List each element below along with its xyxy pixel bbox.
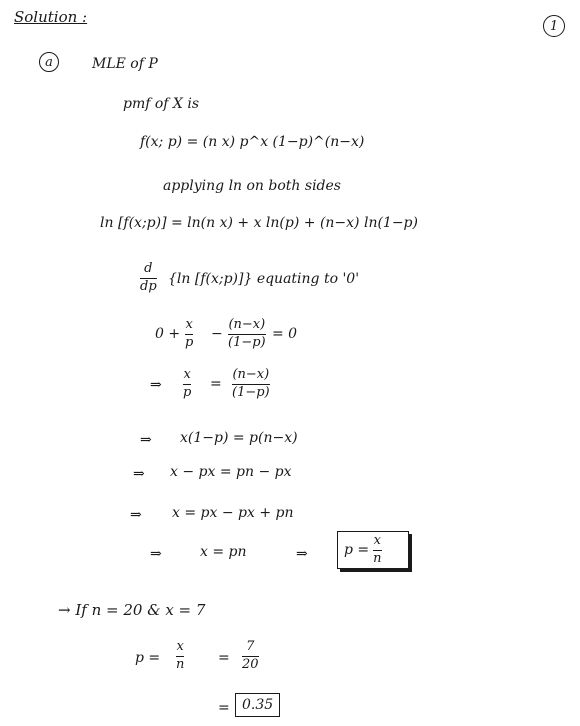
frac-num: x [373,532,382,548]
frac-num: (n−x) [228,317,266,332]
derivative-operator [140,262,157,295]
p-equals: p = [135,650,161,666]
frac-x-over-n-2 [176,640,184,673]
deriv-d: d [144,261,153,276]
frac-den: n [373,550,382,566]
solution-title: Solution : [14,8,88,26]
frac-den: p [183,384,192,400]
frac-den: (1−p) [232,384,270,400]
frac-den: (1−p) [228,334,266,350]
frac-7-over-20 [242,640,259,673]
derivative-text: {ln [f(x;p)]} equating to '0' [168,271,360,287]
frac-nx-over-1p [228,318,266,351]
part-label: a [45,54,53,70]
implies-arrow: ⇒ [150,377,162,393]
result-p-label: p = [344,542,370,558]
final-value: 0.35 [242,697,274,713]
eq4: x − px = pn − px [170,464,292,480]
implies-arrow: ⇒ [133,466,145,482]
eq1-left: 0 + [155,326,181,342]
result-box [337,531,409,569]
implies-arrow: ⇒ [296,546,308,562]
eq2-equals: = [210,376,222,392]
frac-num: (n−x) [232,367,270,382]
eq6: x = pn [200,544,247,560]
frac-den: n [176,656,185,672]
implies-arrow: ⇒ [140,432,152,448]
deriv-dp: dp [140,278,157,294]
equals-sign: = [218,650,230,666]
page-number-badge [543,15,565,37]
frac-num: x [183,367,191,382]
heading-mle: MLE of P [92,56,158,72]
frac-x-over-p-2 [183,368,191,401]
frac-den: 20 [242,656,259,672]
eq1-right: = 0 [272,326,298,342]
eq3: x(1−p) = p(n−x) [180,430,298,446]
if-line: → If n = 20 & x = 7 [58,601,206,619]
implies-arrow: ⇒ [150,546,162,562]
apply-ln-text: applying ln on both sides [163,178,341,194]
frac-x-over-p [185,318,193,351]
frac-num: 7 [246,639,255,654]
frac-num: x [185,317,193,332]
frac-x-over-n [373,534,381,567]
frac-num: x [176,639,184,654]
implies-arrow: ⇒ [130,507,142,523]
final-equals: = [218,700,230,716]
pmf-formula: f(x; p) = (n x) p^x (1−p)^(n−x) [140,134,365,150]
eq1-minus: − [211,326,223,342]
part-label-badge [39,52,59,72]
ln-equation: ln [f(x;p)] = ln(n x) + x ln(p) + (n−x) ln(1−p) [100,215,418,231]
eq5: x = px − px + pn [172,505,294,521]
frac-nx-over-1p-2 [232,368,270,401]
final-answer-box [235,693,280,717]
frac-den: p [185,334,194,350]
page-number: 1 [549,18,559,34]
pmf-intro: pmf of X is [123,96,200,112]
